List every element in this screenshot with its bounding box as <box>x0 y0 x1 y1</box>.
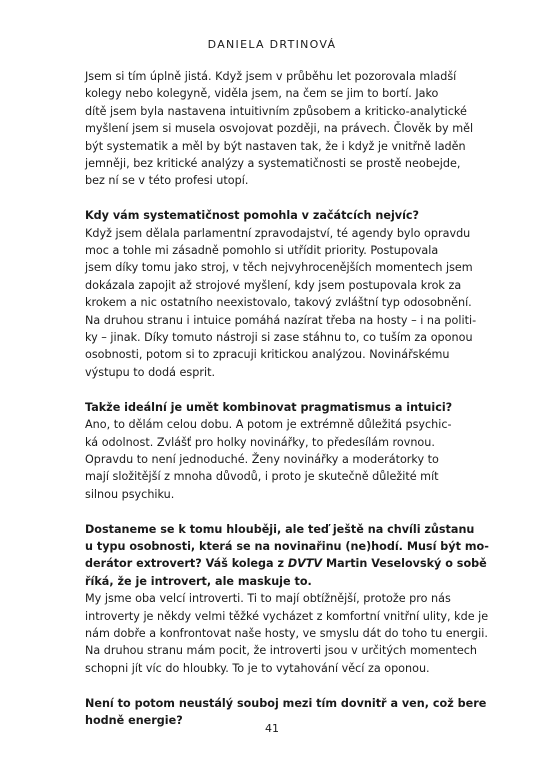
text-line: bez ní se v této profesi utopí. <box>85 174 249 188</box>
text-line: ky – jinak. Díky tomuto nástroji si zase stáhnu to, co tuším za oponou <box>85 331 473 345</box>
text-line: Ano, to dělám celou dobu. A potom je extrémně důležitá psychic- <box>85 418 452 432</box>
text-line: mají složitější z mnoha důvodů, i proto je skutečně důležité mít <box>85 470 439 484</box>
interview-question: Takže ideální je umět kombinovat pragmatismus a intuici? <box>85 400 453 414</box>
interview-question <box>85 555 487 572</box>
interview-question: Není to potom neustálý souboj mezi tím dovnitř a ven, což bere <box>85 696 487 710</box>
text-line: dítě jsem byla nastavena intuitivním způsobem a kriticko-analytické <box>85 104 467 118</box>
text-line: My jsme oba velcí introverti. Ti to mají obtížnější, protože pro nás <box>85 592 451 606</box>
text-line: myšlení jsem si musela osvojovat později, na právech. Člověk by měl <box>85 122 474 136</box>
question-text: derátor extrovert? Váš kolega z <box>85 557 288 571</box>
text-line: ká odolnost. Zvlášť pro holky novinářky, to předesílám rovnou. <box>85 435 435 449</box>
qa-block-2 <box>85 399 470 503</box>
text-line: kolegy nebo kolegyně, viděla jsem, na čem se jim to bortí. Jako <box>85 87 439 101</box>
qa-block-3 <box>85 521 489 678</box>
text-line: jsem díky tomu jako stroj, v těch nejvyhrocenějších momentech jsem <box>85 261 473 275</box>
interview-question: Dostaneme se k tomu hlouběji, ale teď ještě na chvíli zůstanu <box>85 522 475 536</box>
text-line: osobnosti, potom si to zpracuji kritickou analýzou. Novinářskému <box>85 348 450 362</box>
interview-question: říká, že je introvert, ale maskuje to. <box>85 574 312 588</box>
text-line: nám dobře a konfrontovat naše hosty, ve smyslu dát do toho tu energii. <box>85 626 488 640</box>
text-line: být systematik a měl by být nastaven tak, že i když je vnitřně laděn <box>85 139 466 153</box>
text-line: Opravdu to není jednoduché. Ženy novinářky a moderátorky to <box>85 452 439 466</box>
text-line: dokázala zapojit až strojové myšlení, kdy jsem postupovala krok za <box>85 278 462 292</box>
question-text: Martin Veselovský o sobě <box>322 557 487 571</box>
running-header-author: DANIELA DRTINOVÁ <box>207 38 337 51</box>
page-number: 41 <box>265 722 279 735</box>
text-line: krokem a nic ostatního neexistovalo, takový zvláštní typ odosobnění. <box>85 296 472 310</box>
interview-question: hodně energie? <box>85 713 183 727</box>
text-line: Na druhou stranu i intuice pomáhá nazírat třeba na hosty – i na politi- <box>85 313 477 327</box>
text-line: moc a tohle mi zásadně pomohlo si utřídit priority. Postupovala <box>85 244 439 258</box>
interview-question: Kdy vám systematičnost pomohla v začátcích nejvíc? <box>85 209 420 223</box>
text-line: Na druhou stranu mám pocit, že introverti jsou v určitých momentech <box>85 644 477 658</box>
text-line: schopni jít víc do hloubky. To je to vytahování věcí za oponou. <box>85 661 430 675</box>
interview-question: u typu osobnosti, která se na novinařinu (ne)hodí. Musí být mo- <box>85 539 489 553</box>
text-line: Když jsem dělala parlamentní zpravodajství, té agendy bylo opravdu <box>85 226 471 240</box>
text-line: Jsem si tím úplně jistá. Když jsem v průběhu let pozorovala mladší <box>85 70 457 83</box>
media-name: DVTV <box>287 557 323 571</box>
qa-block-1 <box>85 207 477 381</box>
page-body <box>85 68 489 747</box>
text-line: introverty je někdy velmi těžké vycházet z komfortní vnitřní ulity, kde je <box>85 609 489 623</box>
text-line: jemněji, bez kritické analýzy a systematičnosti se prostě neobejde, <box>85 157 461 171</box>
text-line: výstupu to dodá esprit. <box>85 365 216 379</box>
paragraph-intro <box>85 68 474 190</box>
text-line: silnou psychiku. <box>85 487 175 501</box>
